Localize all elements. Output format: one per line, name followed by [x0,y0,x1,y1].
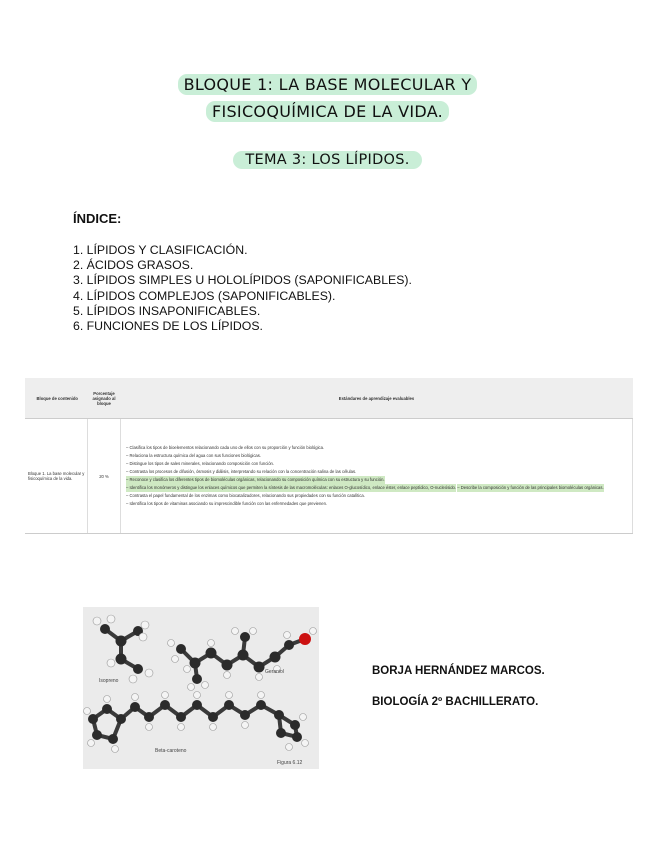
subtitle: TEMA 3: LOS LÍPIDOS. [0,152,655,168]
header-percent: Porcentaje asignado al bloque [88,378,121,419]
cell-block: Bloque 1. La base molecular y fisicoquímica de la vida. [25,419,88,534]
curriculum-table [25,378,633,534]
standard-item: – Contrasta los procesos de difusión, ósmosis y diálisis, interpretando su relación con la concentración salina de las células. [126,468,357,474]
molecules-illustration [83,607,319,769]
oxygen-atom [299,633,311,645]
label-carotene: Beta-caroteno [155,748,187,754]
standard-item: – Relaciona la estructura química del agua con sus funciones biológicas. [126,452,262,458]
index-heading: ÍNDICE: [73,211,122,226]
title-line-1: BLOQUE 1: LA BASE MOLECULAR Y [0,75,655,94]
standard-item: – Distingue los tipos de sales minerales, relacionando composición con función. [126,460,275,466]
index-item: 6. FUNCIONES DE LOS LÍPIDOS. [73,319,263,334]
label-geraniol: Geraniol [265,669,284,675]
standard-item: – Contrasta el papel fundamental de los enzimas como biocatalizadores, relacionando sus propiedades con su función catalítica. [126,493,365,499]
standard-item: – Describe la composición y función de las principales biomoléculas orgánicas. [457,484,603,492]
header-standards: Estándares de aprendizaje evaluables [121,378,633,419]
label-isoprene: Isopreno [99,678,119,684]
index-list [73,243,412,334]
standard-item: – Identifica los monómeros y distingue los enlaces químicos que permiten la síntesis de las macromoléculas: enlaces O-glucosídico, enlace éster, enlace peptídico, O-nucleósido. [126,484,456,492]
index-item: 3. LÍPIDOS SIMPLES U HOLOLÍPIDOS (SAPONIFICABLES). [73,273,412,288]
standard-item: – Reconoce y clasifica los diferentes tipos de biomoléculas orgánicas, relacionando su composición química con su estructura y su función. [126,476,385,484]
author-name: BORJA HERNÁNDEZ MARCOS. [372,665,545,677]
index-item: 5. LÍPIDOS INSAPONIFICABLES. [73,303,261,318]
standard-item: – Identifica los tipos de vitaminas asociando su imprescindible función con las enfermedades que previenen. [126,501,328,507]
title-line-2: FISICOQUÍMICA DE LA VIDA. [0,102,655,121]
index-item: 1. LÍPIDOS Y CLASIFICACIÓN. [73,243,248,257]
index-item: 4. LÍPIDOS COMPLEJOS (SAPONIFICABLES). [73,288,336,303]
standards-list [122,440,631,513]
cell-standards [121,419,633,534]
figure-caption: Figura 6.12 [277,760,303,766]
cell-percent: 20 % [88,419,121,534]
table-header-row [25,378,633,419]
table-row [25,419,633,534]
author-course: BIOLOGÍA 2º BACHILLERATO. [372,696,539,708]
standard-item: – Clasifica los tipos de bioelementos relacionando cada uno de ellos con su proporción y función biológica. [126,444,325,450]
header-block: Bloque de contenido [25,378,88,419]
molecules-figure [83,607,319,769]
index-item: 2. ÁCIDOS GRASOS. [73,258,194,273]
